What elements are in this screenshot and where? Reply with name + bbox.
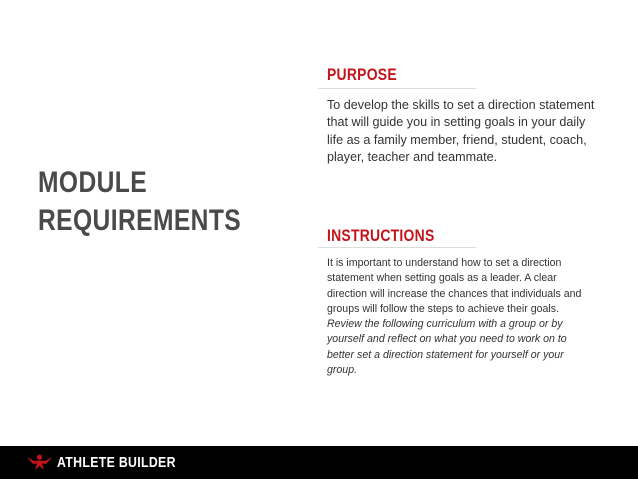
brand-name: ATHLETE BUILDER	[57, 454, 176, 471]
footer-bar	[0, 446, 638, 479]
instructions-paragraph-2: Review the following curriculum with a group or by yourself and reflect on what you need to work on to better set a direction statement for yourself or your group.	[327, 318, 567, 376]
module-title-line2: REQUIREMENTS	[38, 204, 242, 237]
instructions-heading: INSTRUCTIONS	[327, 226, 435, 245]
instructions-paragraph-1: It is important to understand how to set a direction statement when setting goals as a leader. A clear direction will increase the chances that individuals and groups will follow the steps to achieve their goals.	[327, 257, 582, 315]
purpose-text: To develop the skills to set a direction statement that will guide you in setting goals in your daily life as a family member, friend, student, coach, player, teacher and teammate.	[327, 98, 595, 164]
purpose-divider	[318, 88, 476, 89]
module-title-line1: MODULE	[38, 166, 148, 199]
athlete-figure-icon	[26, 454, 53, 471]
instructions-divider	[318, 247, 476, 248]
purpose-heading: PURPOSE	[327, 65, 397, 84]
